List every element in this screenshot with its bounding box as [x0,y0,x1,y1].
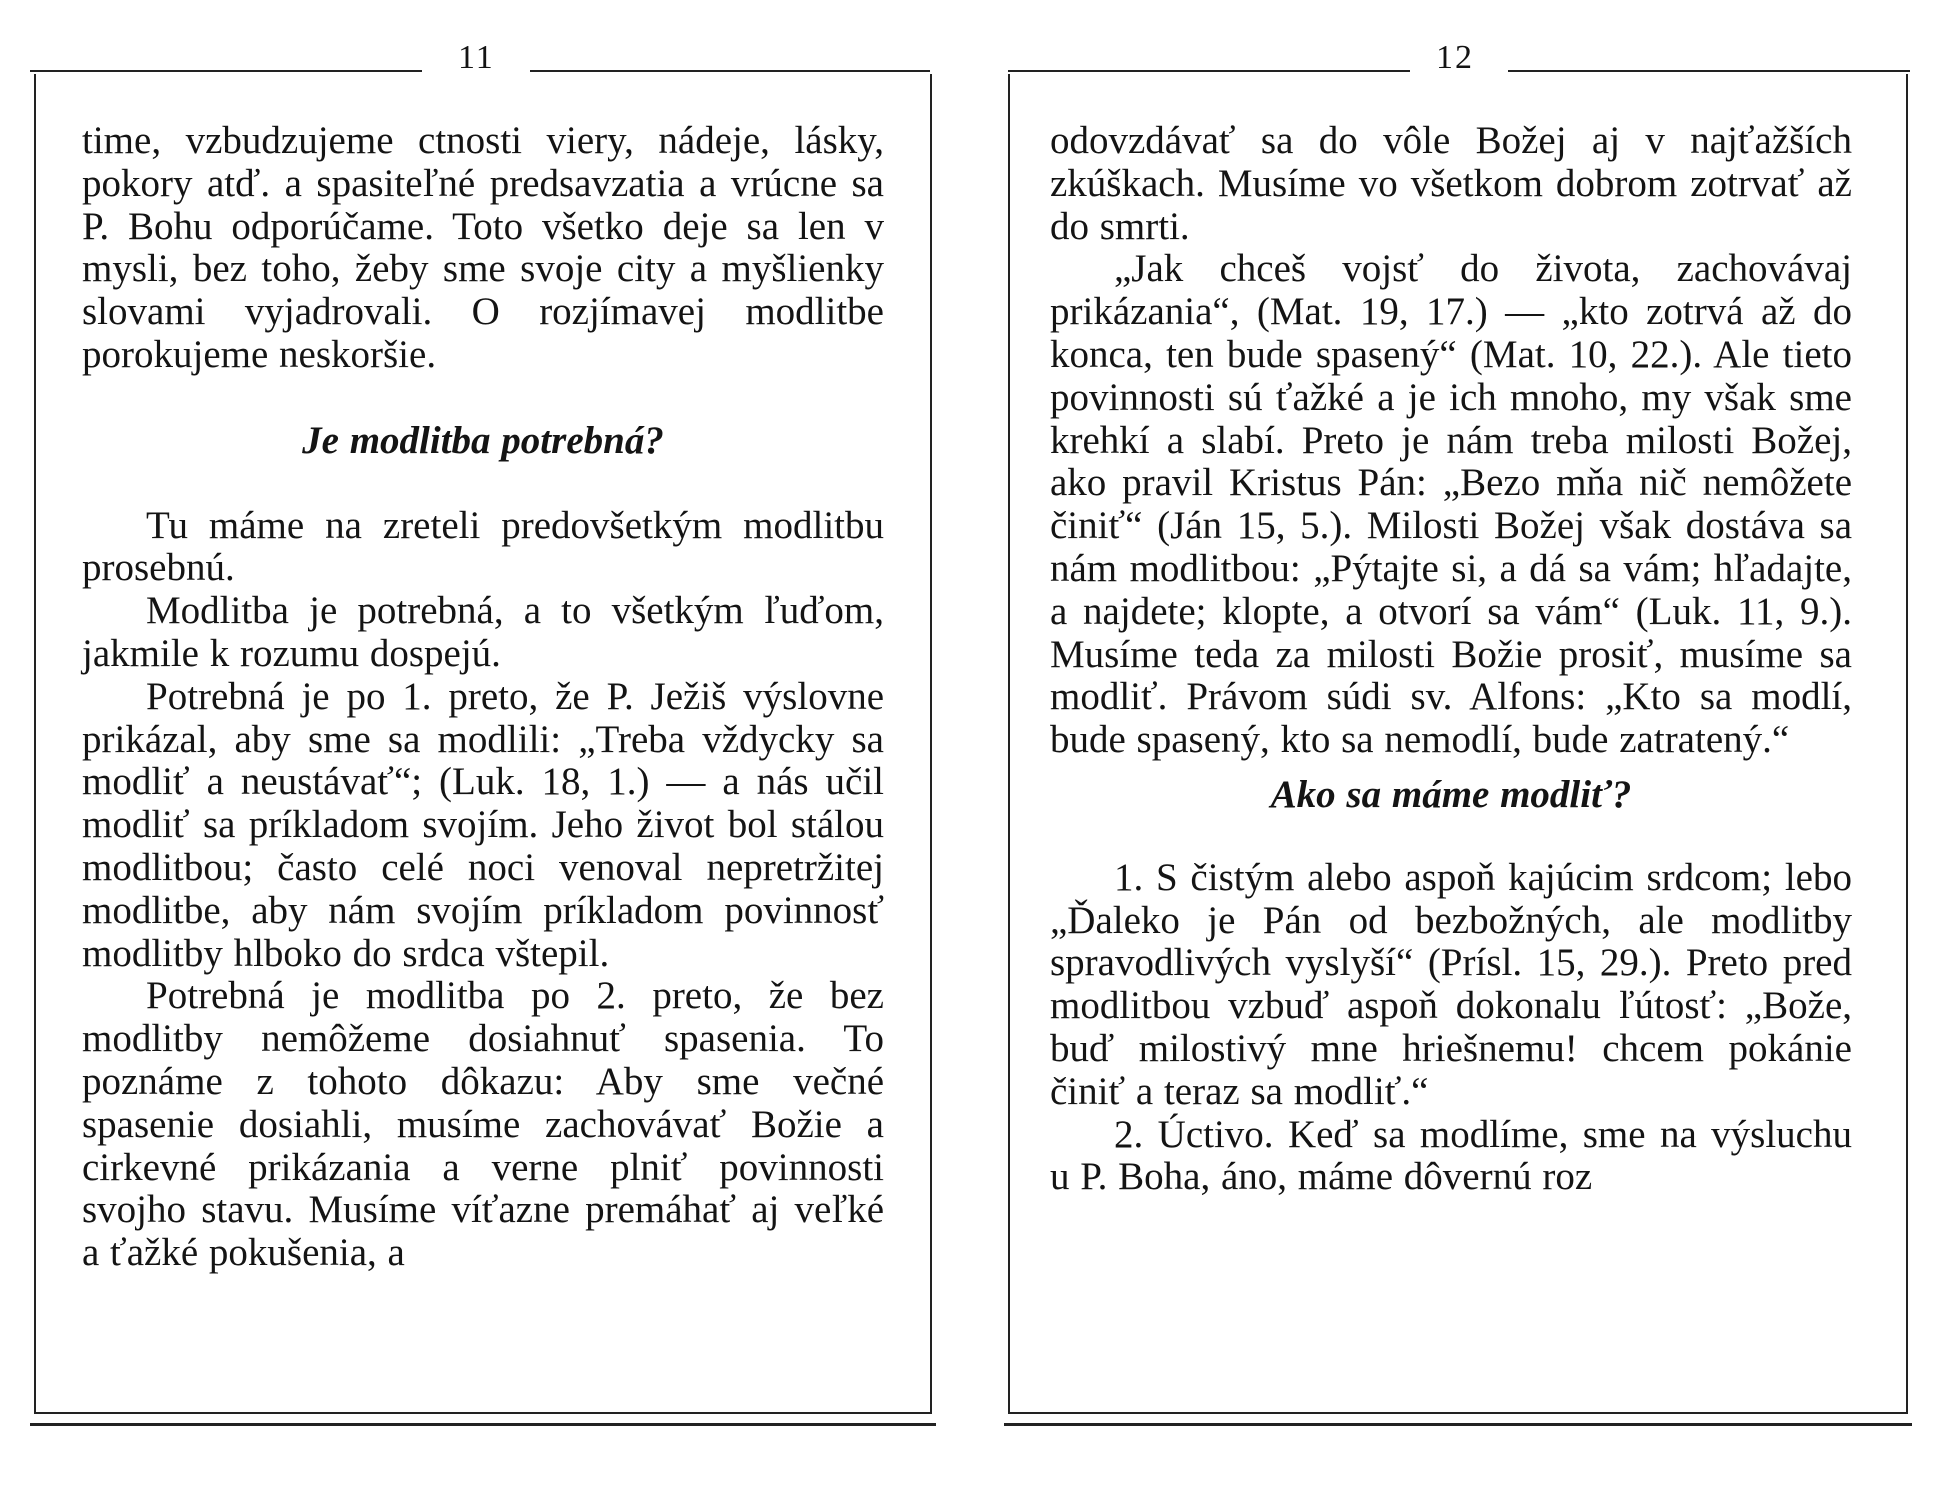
left-page-number: 11 [458,39,495,76]
left-paragraph-2: Modlitba je potrebná, a to všetkým ľuďom, jakmile k rozumu dospejú. [82,589,884,675]
left-header-rule-left [30,70,422,72]
right-page-number: 12 [1436,39,1474,76]
right-page-text [1050,120,1852,1199]
right-paragraph-3: 2. Úctivo. Keď sa modlíme, sme na výsluchu u P. Boha, áno, máme dôvernú roz [1050,1112,1852,1199]
left-header-rule-right [530,70,930,72]
right-section-heading: Ako sa máme modliť? [1270,772,1632,816]
left-page-text [82,120,884,1275]
right-paragraph-0: odovzdávať sa do vôle Božej aj v najťažších zkúškach. Musíme vo všetkom dobrom zotrvať až do smrti. [1050,119,1852,248]
left-paragraph-1: Tu máme na zreteli predovšetkým modlitbu prosebnú. [82,503,884,590]
left-paragraph-0: time, vzbudzujeme ctnosti viery, nádeje, lásky, pokory atď. a spasiteľné predsavzatia a vrúcne sa P. Bohu odporúčame. Toto všetko deje sa len v mysli, bez toho, žeby sme svoje city a myšlienky slovami vyjadrovali. O rozjímavej modlitbe porokujeme neskoršie. [82,119,884,376]
right-header-rule-right [1508,70,1910,72]
right-header-rule-left [1008,70,1410,72]
right-paragraph-1: „Jak chceš vojsť do života, zachovávaj prikázania“, (Mat. 19, 17.) — „kto zotrvá až do konca, ten bude spasený“ (Mat. 10, 22.). Ale tieto povinnosti sú ťažké a je ich mnoho, my však sme krehkí a slabí. Preto je nám treba milosti Božej, ako pravil Kristus Pán: „Bezo mňa nič nemôžete činiť“ (Ján 15, 5.). Milosti Božej však dostáva sa nám modlitbou: „Pýtajte si, a dá sa vám; hľadajte, a najdete; klopte, a otvorí sa vám“ (Luk. 11, 9.). Musíme teda za milosti Božie prosiť, musíme sa modliť. Právom súdi sv. Alfons: „Kto sa modlí, bude spasený, kto sa nemodlí, bude zatratený.“ [1050,247,1852,762]
left-paragraph-3: Potrebná je po 1. preto, že P. Ježiš výslovne prikázal, aby sme sa modlili: „Treba vždycky sa modliť a neustávať“; (Luk. 18, 1.) — a nás učil modliť sa príkladom svojím. Jeho život bol stálou modlitbou; často celé noci venoval nepretržitej modlitbe, aby nám svojím príkladom povinnosť modlitby hlboko do srdca vštepil. [82,674,884,975]
right-paragraph-2: 1. S čistým alebo aspoň kajúcim srdcom; lebo „Ďaleko je Pán od bezbožných, ale modlitby spravodlivých vyslyší“ (Prísl. 15, 29.). Preto pred modlitbou vzbuď aspoň dokonalu ľútosť: „Bože, buď milostivý mne hriešnemu! chcem pokánie činiť a teraz sa modliť.“ [1050,855,1852,1113]
left-section-heading: Je modlitba potrebná? [302,418,664,462]
left-paragraph-4: Potrebná je modlitba po 2. preto, že bez modlitby nemôžeme dosiahnuť spasenia. To poznáme z tohoto dôkazu: Aby sme večné spasenie dosiahli, musíme zachovávať Božie a cirkevné prikázania a verne plniť povinnosti svojho stavu. Musíme víťazne premáhať aj veľké a ťažké pokušenia, a [82,974,884,1275]
